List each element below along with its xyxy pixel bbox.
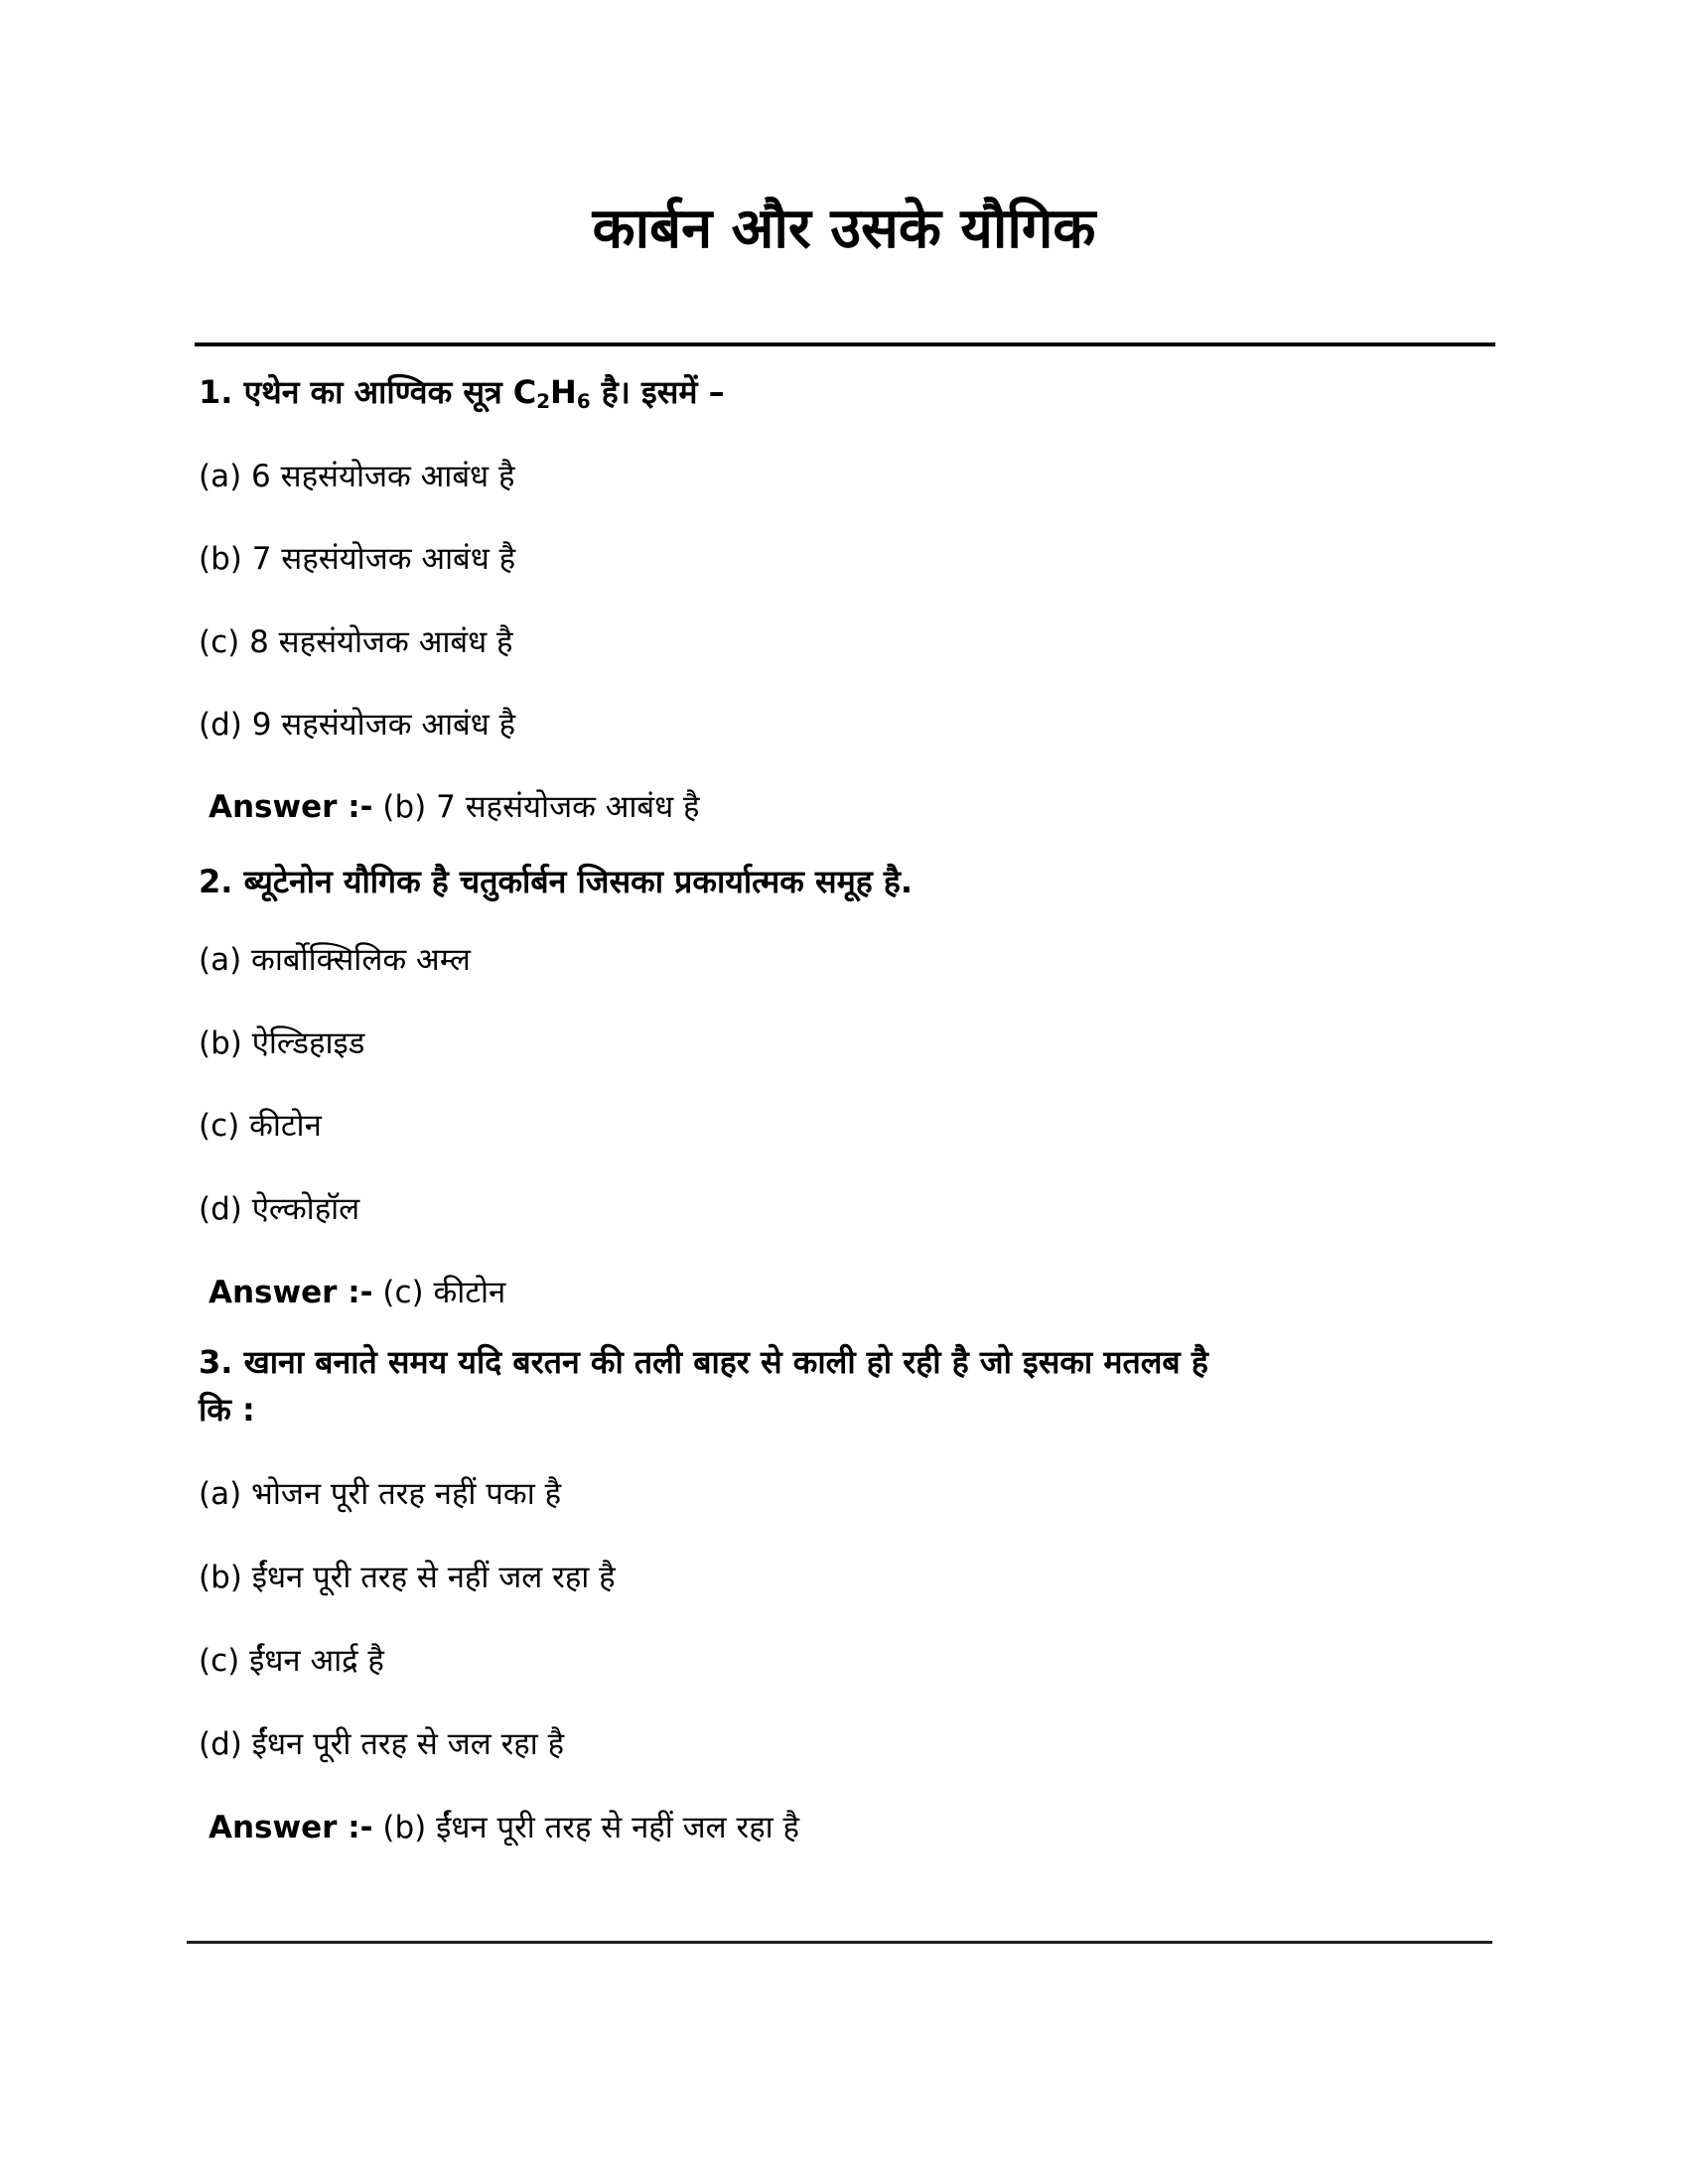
- option-label: (b): [199, 1560, 242, 1595]
- bottom-divider: [187, 1941, 1492, 1944]
- option-label: (b): [199, 541, 242, 577]
- option-1c: [199, 618, 512, 666]
- answer-label: Answer :-: [209, 789, 373, 825]
- question-text: एथेन का आण्विक सूत्र: [243, 373, 502, 411]
- question-2: [199, 858, 913, 905]
- option-label: (a): [199, 1476, 242, 1512]
- option-label: (c): [199, 624, 240, 660]
- option-1a: [199, 453, 514, 500]
- option-text: ईंधन पूरी तरह से नहीं जल रहा है: [251, 1560, 616, 1595]
- question-text: ब्यूटेनोन यौगिक है चतुर्कार्बन जिसका प्रकार्यात्मक समूह है.: [243, 863, 914, 900]
- option-text: 9 सहसंयोजक आबंध है: [251, 707, 516, 743]
- question-3: [199, 1338, 1208, 1386]
- option-2c: [199, 1102, 322, 1150]
- answer-text: (b) 7 सहसंयोजक आबंध है: [382, 789, 700, 825]
- answer-1: [209, 783, 700, 831]
- option-text: ऐल्कोहॉल: [251, 1191, 360, 1227]
- option-text: कार्बोक्सिलिक अम्ल: [251, 942, 471, 978]
- option-label: (a): [199, 942, 242, 978]
- option-2d: [199, 1185, 359, 1233]
- chemical-formula: $C_2H_6$: [512, 373, 591, 413]
- answer-text: (c) कीटोन: [382, 1275, 506, 1310]
- option-text: ऐल्डिहाइड: [251, 1025, 365, 1061]
- option-text: 8 सहसंयोजक आबंध है: [249, 624, 513, 660]
- option-text: ईंधन आर्द्र है: [249, 1643, 384, 1679]
- answer-2: [209, 1269, 505, 1316]
- option-label: (d): [199, 707, 242, 743]
- option-2b: [199, 1020, 364, 1067]
- option-text: ईंधन पूरी तरह से जल रहा है: [251, 1726, 565, 1762]
- option-label: (c): [199, 1108, 240, 1144]
- option-text: कीटोन: [249, 1108, 322, 1144]
- question-number: 1.: [199, 373, 233, 411]
- option-text: भोजन पूरी तरह नहीं पका है: [251, 1476, 562, 1512]
- option-2a: [199, 936, 471, 984]
- option-label: (d): [199, 1726, 242, 1762]
- question-number: 3.: [199, 1343, 233, 1381]
- question-number: 2.: [199, 863, 233, 900]
- option-text: 7 सहसंयोजक आबंध है: [251, 541, 516, 577]
- answer-label: Answer :-: [209, 1275, 373, 1310]
- option-1b: [199, 535, 515, 583]
- option-label: (d): [199, 1191, 242, 1227]
- option-3b: [199, 1554, 616, 1601]
- question-1: [199, 368, 725, 416]
- option-1d: [199, 701, 515, 749]
- page-title: कार्बन और उसके यौगिक: [592, 197, 1096, 261]
- question-text-suffix: है। इसमें –: [601, 373, 725, 411]
- answer-text: (b) ईंधन पूरी तरह से नहीं जल रहा है: [382, 1810, 800, 1845]
- option-label: (c): [199, 1643, 240, 1679]
- top-divider: [195, 342, 1495, 346]
- option-text: 6 सहसंयोजक आबंध है: [251, 459, 515, 494]
- option-3c: [199, 1637, 384, 1685]
- question-text: कि :: [199, 1391, 255, 1429]
- option-label: (a): [199, 459, 242, 494]
- answer-label: Answer :-: [209, 1810, 373, 1845]
- answer-3: [209, 1804, 799, 1851]
- question-3-continuation: [199, 1386, 255, 1433]
- option-label: (b): [199, 1025, 242, 1061]
- option-3a: [199, 1470, 561, 1518]
- option-3d: [199, 1720, 564, 1768]
- question-text: खाना बनाते समय यदि बरतन की तली बाहर से काली हो रही है जो इसका मतलब है: [243, 1343, 1208, 1381]
